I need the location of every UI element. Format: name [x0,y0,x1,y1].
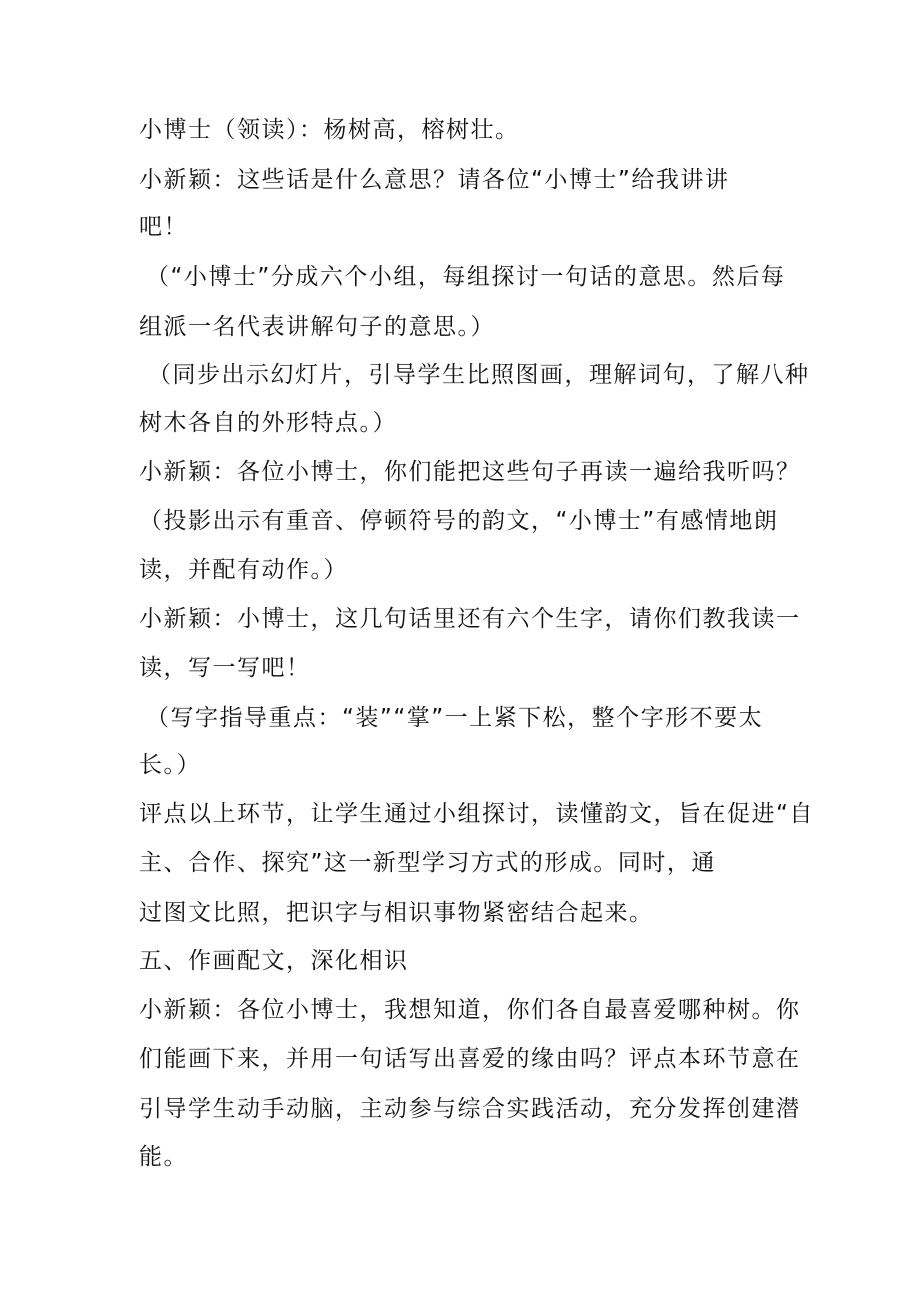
paragraph-line: 树木各自的外形特点。） [139,410,397,436]
section-heading: 五、作画配文，深化相识 [139,948,409,974]
paragraph-line: 组派一名代表讲解句子的意思。） [139,314,495,340]
paragraph-line: 评点以上环节，让学生通过小组探讨，读懂韵文，旨在促进“自 [139,801,814,827]
paragraph-line: 小博士（领读）：杨树高，榕树壮。 [139,117,520,143]
paragraph-line: （同步出示幻灯片，引导学生比照图画，理解词句，了解八种 [148,362,810,388]
paragraph-line: 们能画下来，并用一句话写出喜爱的缘由吗？评点本环节意在 [139,1046,801,1072]
paragraph-line: 过图文比照，把识字与相识事物紧密结合起来。 [139,900,654,926]
paragraph-line: 读，并配有动作。） [139,557,348,583]
paragraph-line: 引导学生动手动脑，主动参与综合实践活动，充分发挥创建潜 [139,1096,801,1122]
paragraph-line: 读，写一写吧！ [139,655,311,681]
paragraph-line: 小新颖：各位小博士，你们能把这些句子再读一遍给我听吗？ [139,459,801,485]
paragraph-line: 小新颖：小博士，这几句话里还有六个生字，请你们教我读一 [139,606,801,632]
paragraph-line: 长。） [139,752,201,778]
paragraph-line: 小新颖：各位小博士，我想知道，你们各自最喜爱哪种树。你 [139,997,801,1023]
paragraph-line: 吧！ [139,214,188,240]
paragraph-line: 能。 [139,1144,188,1170]
paragraph-line: 小新颖：这些话是什么意思？请各位“小博士”给我讲讲 [139,167,730,193]
paragraph-line: （“小博士”分成六个小组，每组探讨一句话的意思。然后每 [146,264,786,290]
paragraph-line: （写字指导重点：“装”“掌”一上紧下松，整个字形不要太 [146,705,764,731]
paragraph-line: （投影出示有重音、停顿符号的韵文，“小博士”有感情地朗 [139,508,779,534]
paragraph-line: 主、合作、探究”这一新型学习方式的形成。同时，通 [139,850,716,876]
